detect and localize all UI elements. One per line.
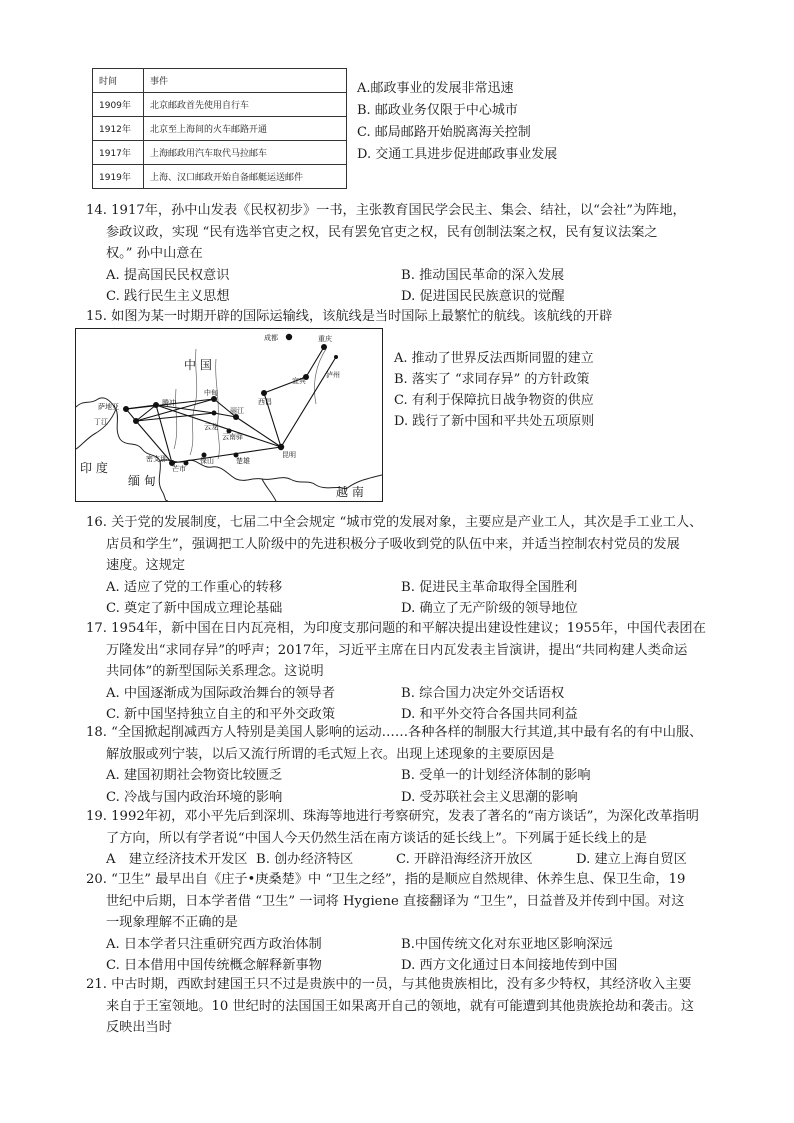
q16-option-c[interactable]: C. 奠定了新中国成立理论基础: [106, 601, 283, 616]
table-cell: 北京至上海间的火车邮路开通: [144, 117, 347, 141]
q14-option-d[interactable]: D. 促进国民民族意识的觉醒: [401, 289, 565, 304]
q14-stem-line: 14. 1917年，孙中山发表《民权初步》一书，主张教育国民学会民主、集会、结社，以“会社”为阵地，: [86, 203, 686, 218]
q20-option-d[interactable]: D. 西方文化通过日本间接地传到中国: [401, 958, 618, 973]
q13-option-b[interactable]: B. 邮政业务仅限于中心城市: [357, 103, 518, 118]
q18-stem-line: 解放服或列宁装，以后又流行所谓的毛式短上衣。出现上述现象的主要原因是: [106, 746, 555, 762]
q17-stem-line: 17. 1954年，新中国在日内瓦亮相，为印度支那问题的和平解决提出建设性建议；1955年，中国代表团在: [86, 621, 706, 636]
q21-stem-line: 21. 中古时期，西欧封建国王只不过是贵族中的一员，与其他贵族相比，没有多少特权，其经济收入主要: [86, 977, 692, 992]
q20-stem-line: 世纪中后期，日本学者借 “卫生” 一词将 Hygiene 直接翻译为 “卫生”，日益普及并传到中国。对这: [106, 893, 685, 909]
xichang-dot: [261, 390, 267, 396]
q13-options: [357, 78, 557, 166]
map-label-yibin: 宜宾: [292, 377, 306, 385]
q20-option-a[interactable]: A. 日本学者只注重研究西方政治体制: [106, 936, 322, 952]
question-18: [86, 722, 716, 808]
q16-stem-line: 速度。这规定: [106, 558, 186, 573]
q18-stem-line: 18. “全国掀起削减西方人特别是美国人影响的运动……各种各样的制服大行其道,其中最有名的有中山服、: [86, 725, 703, 740]
q19-stem-line: 了方向，所以有学者说“中国人今天仍然生活在南方谈话的延长线上”。下列属于延长线上的是: [106, 830, 647, 846]
table-row: [93, 117, 347, 141]
q16-option-d[interactable]: D. 确立了无产阶级的领导地位: [401, 601, 578, 616]
q16-stem-line: 16. 关于党的发展制度，七届二中全会规定 “城市党的发展对象，主要应是产业工人，其次是手工业工人、: [86, 515, 703, 530]
table-cell: 上海、汉口邮政开始自备邮艇运送邮件: [144, 165, 347, 189]
q14-option-b[interactable]: B. 推动国民革命的深入发展: [401, 267, 565, 283]
q17-option-d[interactable]: D. 和平外交符合各国共同利益: [401, 707, 578, 722]
q19-option-d[interactable]: D. 建立上海自贸区: [576, 852, 687, 867]
question-21: [86, 974, 716, 1039]
q18-options: [86, 765, 716, 808]
question-15: [86, 306, 716, 328]
q14-stem-line: 权。” 孙中山意在: [106, 246, 203, 261]
border-line: [262, 479, 276, 501]
map-label-zhongdian: 中甸: [204, 389, 218, 397]
table-row: [93, 141, 347, 165]
q17-option-c[interactable]: C. 新中国坚持独立自主的和平外交政策: [106, 707, 336, 722]
map-label-xichang: 西昌: [258, 398, 272, 406]
q15-option-a[interactable]: A. 推动了世界反法西斯同盟的建立: [394, 351, 594, 366]
q18-option-d[interactable]: D. 受苏联社会主义思潮的影响: [401, 789, 578, 805]
q16-option-a[interactable]: A. 适应了党的工作重心的转移: [106, 579, 283, 595]
question-19: [86, 806, 716, 871]
q17-option-b[interactable]: B. 综合国力决定外交话语权: [401, 685, 565, 701]
q14-stem-line: 参政议政，实现 “民有选举官吏之权，民有罢免官吏之权，民有创制法案之权，民有复议法案之: [106, 224, 658, 240]
q19-option-c[interactable]: C. 开辟沿海经济开放区: [396, 852, 533, 867]
map-label-chongqing: 重庆: [318, 335, 332, 343]
table-cell: 北京邮政首先使用自行车: [144, 93, 347, 117]
q19-option-b[interactable]: B. 创办经济特区: [256, 852, 354, 867]
map-label-tengchong: 腾冲: [162, 399, 176, 407]
q15-option-c[interactable]: C. 有利于保障抗日战争物资的供应: [394, 393, 594, 408]
map-label-mangshi: 芒市: [172, 465, 186, 473]
map-label-luzhou: 泸州: [326, 371, 340, 379]
q15-stem: 15. 如图为某一时期开辟的国际运输线，该航线是当时国际上最繁忙的航线。该航线的开辟: [86, 309, 613, 324]
q13-option-d[interactable]: D. 交通工具进步促进邮政事业发展: [357, 147, 558, 162]
border-line: [159, 461, 168, 501]
q19-option-a[interactable]: A 建立经济技术开发区: [106, 852, 248, 867]
q20-options: [86, 934, 716, 977]
q15-option-b[interactable]: B. 落实了 “求同存异” 的方针政策: [394, 372, 590, 387]
table-header-cell: 时间: [93, 69, 144, 93]
yunlong-dot: [212, 411, 217, 416]
question-16: [86, 512, 716, 620]
map-label-china: 中 国: [184, 358, 212, 372]
map-label-baoshan: 保山: [200, 457, 214, 465]
q16-options: [86, 577, 716, 620]
q17-stem-line: 共同体”的新型国际关系理念。这说明: [106, 664, 324, 679]
table-cell: 上海邮政用汽车取代马拉邮车: [144, 141, 347, 165]
myitkyina-dot: [153, 402, 159, 408]
map-label-vietnam: 越 南: [336, 485, 364, 499]
border-line: [76, 409, 116, 449]
table-cell: 1919年: [93, 165, 144, 189]
map-label-kunming: 昆明: [282, 451, 296, 459]
question-20: [86, 869, 716, 977]
river-line: [216, 359, 220, 459]
q14-options: [86, 265, 716, 308]
map-label-dinjan: 丁江: [94, 418, 108, 426]
q20-stem-line: 20. “卫生” 最早出自《庄子•庚桑楚》中 “卫生之经”，指的是顺应自然规律、休养生息、保卫生命，19: [86, 872, 686, 887]
q20-option-c[interactable]: C. 日本借用中国传统概念解释新事物: [106, 958, 322, 973]
map-svg: [76, 329, 382, 501]
city-dots: [123, 334, 338, 466]
map-label-yunlong: 云龙: [204, 423, 218, 431]
q14-option-c[interactable]: C. 践行民生主义思想: [106, 289, 230, 304]
q14-option-a[interactable]: A. 提高国民民权意识: [106, 267, 230, 283]
map-label-sadiya: 萨地亚: [98, 403, 119, 411]
table-header-row: [93, 69, 347, 93]
q18-option-c[interactable]: C. 冷战与国内政治环境的影响: [106, 789, 283, 805]
table-header-cell: 事件: [144, 69, 347, 93]
q20-option-b[interactable]: B.中国传统文化对东亚地区影响深远: [401, 936, 613, 952]
chengdu-dot: [286, 334, 292, 340]
q17-option-a[interactable]: A. 中国逐渐成为国际政治舞台的领导者: [106, 685, 335, 701]
q15-options: [394, 348, 594, 432]
q15-option-d[interactable]: D. 践行了新中国和平共处五项原则: [394, 414, 595, 429]
map-label-chengdu: 成都: [264, 334, 278, 342]
kunming-dot: [278, 444, 284, 450]
q16-stem-line: 店员和学生”，强调把工人阶级中的先进积极分子吸收到党的队伍中来，并适当控制农村党员的发展: [106, 536, 680, 552]
q13-option-a[interactable]: A.邮政事业的发展非常迅速: [357, 81, 514, 96]
map-label-lijiang: 丽江: [230, 407, 244, 415]
q17-stem-line: 万隆发出“求同存异”的呼声；2017年，习近平主席在日内瓦发表主旨演讲，提出“共同构建人类命运: [106, 642, 688, 658]
q20-stem-line: 一现象理解不正确的是: [106, 915, 238, 930]
river-line: [174, 389, 177, 449]
table-cell: 1909年: [93, 93, 144, 117]
sadiya-dot: [123, 406, 129, 412]
chongqing-dot: [321, 344, 327, 350]
map-label-burma: 缅 甸: [128, 474, 156, 488]
map-label-myitkyina: 密支那: [146, 455, 167, 463]
map-label-india: 印 度: [80, 461, 108, 475]
table-row: [93, 93, 347, 117]
q18-option-b[interactable]: B. 受单一的计划经济体制的影响: [401, 768, 591, 783]
q21-stem-line: 来自于王室领地。10 世纪时的法国国王如果离开自己的领地，就有可能遭到其他贵族抢劫和袭击。这: [106, 998, 695, 1014]
event-table: [92, 68, 347, 189]
table-row: [93, 165, 347, 189]
table-cell: 1912年: [93, 117, 144, 141]
question-17: [86, 618, 716, 726]
luzhou-dot: [334, 355, 338, 359]
q19-stem-line: 19. 1992年初，邓小平先后到深圳、珠海等地进行考察研究，发表了著名的“南方谈话”，为深化改革指明: [86, 809, 699, 824]
q16-option-b[interactable]: B. 促进民主革命取得全国胜利: [401, 579, 578, 595]
q17-options: [86, 683, 716, 726]
q18-option-a[interactable]: A. 建国初期社会物资比较匮乏: [106, 768, 283, 783]
map-label-xiangyun: 云南驿: [222, 433, 243, 441]
transport-route-map: [75, 328, 383, 502]
q13-option-c[interactable]: C. 邮局邮路开始脱离海关控制: [357, 125, 531, 140]
q19-options: [86, 849, 716, 871]
q21-stem-line: 反映出当时: [106, 1020, 172, 1035]
table-cell: 1917年: [93, 141, 144, 165]
question-14: [86, 200, 716, 308]
dinjan-dot: [133, 418, 139, 424]
map-label-chuxiong: 楚雄: [236, 457, 250, 465]
